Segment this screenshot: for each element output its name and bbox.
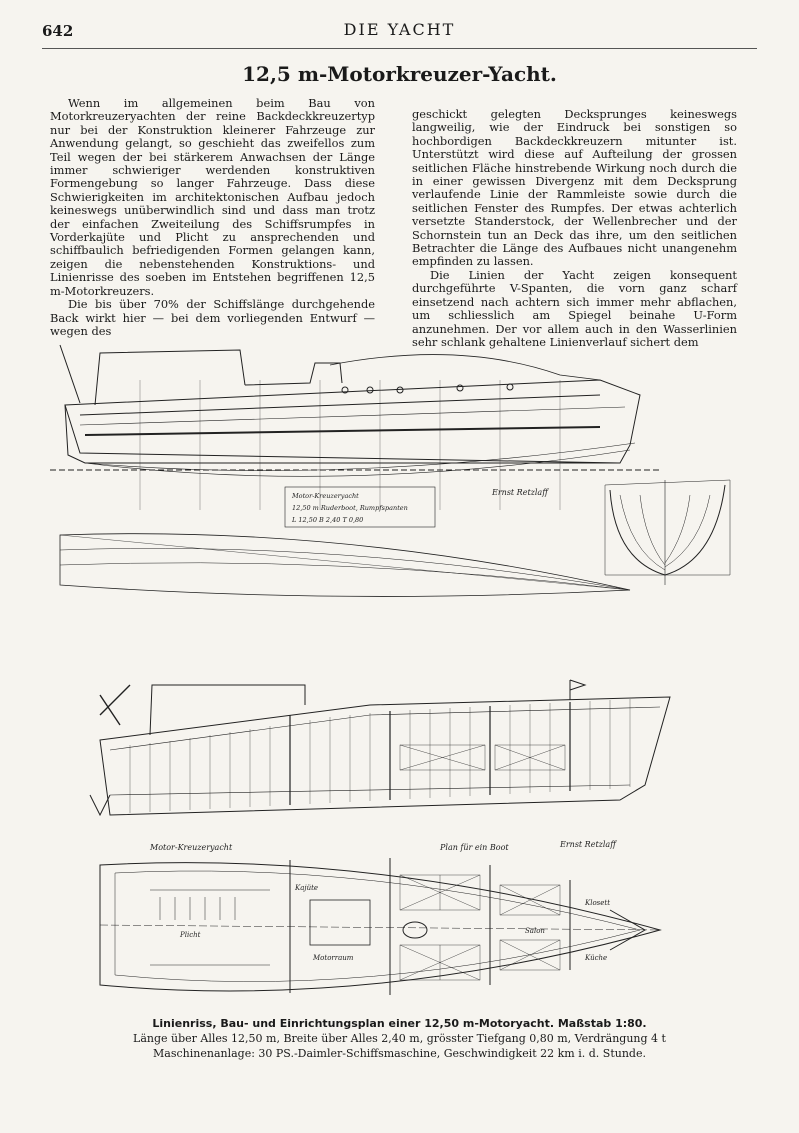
plan-label-kueche: Küche <box>585 954 608 962</box>
right-column <box>412 108 737 349</box>
caption-line-3: Maschinenanlage: 30 PS.-Daimler-Schiffsmaschine, Geschwindigkeit 22 km i. d. Stunde. <box>153 1047 646 1060</box>
left-paragraph-1: Wenn im allgemeinen beim Bau von Motorkreuzeryachten der reine Backdeckkreuzertyp nur bei der Konstruktion kleinerer Fahrzeuge zur Anwendung gelangt, so geschieht das zweifellos zum Teil wegen der bei stärkerem Anwachsen der Länge immer schwieriger werdenden konstruktiven Formengebung so langer Fahrzeuge. Dass diese Schwierigkeiten im architektonischen Aufbau jedoch keineswegs unüberwindlich sind und dass man trotz der einfachen Zweiteilung des Schiffsrumpfes in Vorderkajüte und Plicht zu ansprechenden und schiffbaulich befriedigenden Formen gelangen kann, zeigen die nebenstehenden Konstruktions- und Linienrisse des soeben im Entstehen begriffenen 12,5 m-Motorkreuzers. <box>50 96 375 298</box>
page-number: 642 <box>42 22 74 40</box>
arrangement-signature: Ernst Retzlaff <box>560 840 616 849</box>
arrangement-plan-drawing <box>70 675 690 995</box>
caption-line-2: Länge über Alles 12,50 m, Breite über Alles 2,40 m, grösster Tiefgang 0,80 m, Verdrängung 4 t <box>133 1032 666 1045</box>
left-column <box>50 97 375 338</box>
right-paragraph-2: Die Linien der Yacht zeigen konsequent durchgeführte V-Spanten, die vorn ganz scharf einsetzend nach achtern sich immer mehr abflachen, um schliesslich am Spiegel beinahe U-Form anzunehmen. Der vor allem auch in den Wasserlinien sehr schlank gehaltene Linienverlauf sichert dem <box>412 267 737 349</box>
header-rule <box>42 48 757 49</box>
arrangement-label-left: Motor-Kreuzeryacht <box>150 843 233 852</box>
running-title: DIE YACHT <box>343 20 456 39</box>
plan-label-kajuete: Kajüte <box>295 884 319 892</box>
plan-label-plicht: Plicht <box>180 931 201 939</box>
stamp-line-3: L 12,50 B 2,40 T 0,80 <box>292 516 364 524</box>
plan-label-motorraum: Motorraum <box>313 954 354 962</box>
lines-plan-drawing <box>40 335 760 605</box>
stamp-line-1: Motor-Kreuzeryacht <box>292 492 359 500</box>
arrangement-label-right: Plan für ein Boot <box>440 843 509 852</box>
right-paragraph-1: geschickt gelegten Decksprunges keineswegs langweilig, wie der Eindruck bei sonstigen so hochbordigen Backdeckkreuzern mitunter ist. Unterstützt wird diese auf Aufteilung der grossen seitlichen Fläche hinstrebende Wirkung noch durch die in einer gewissen Divergenz mit dem Decksprung verlaufende Linie der Rammleiste sowie durch die seitlichen Fenster des Rumpfes. Der etwas achterlich versetzte Standerstock, der Wellenbrecher und der Schornstein tun an Deck das ihre, um den seitlichen Betrachter die Länge des Aufbaues nicht unangenehm empfinden zu lassen. <box>412 107 737 269</box>
article-title: 12,5 m-Motorkreuzer-Yacht. <box>242 62 557 86</box>
stamp-line-2: 12,50 m Ruderboot, Rumpfspanten <box>292 504 408 512</box>
plan-label-salon: Salon <box>525 927 545 935</box>
left-paragraph-2: Die bis über 70% der Schiffslänge durchgehende Back wirkt hier — bei dem vorliegenden Entwurf — wegen des <box>50 297 375 338</box>
figure-caption <box>0 1016 799 1061</box>
caption-line-1: Linienriss, Bau- und Einrichtungsplan einer 12,50 m-Motoryacht. Maßstab 1:80. <box>152 1017 647 1030</box>
plan-label-klosett: Klosett <box>585 899 611 907</box>
lines-plan-signature: Ernst Retzlaff <box>492 488 548 497</box>
